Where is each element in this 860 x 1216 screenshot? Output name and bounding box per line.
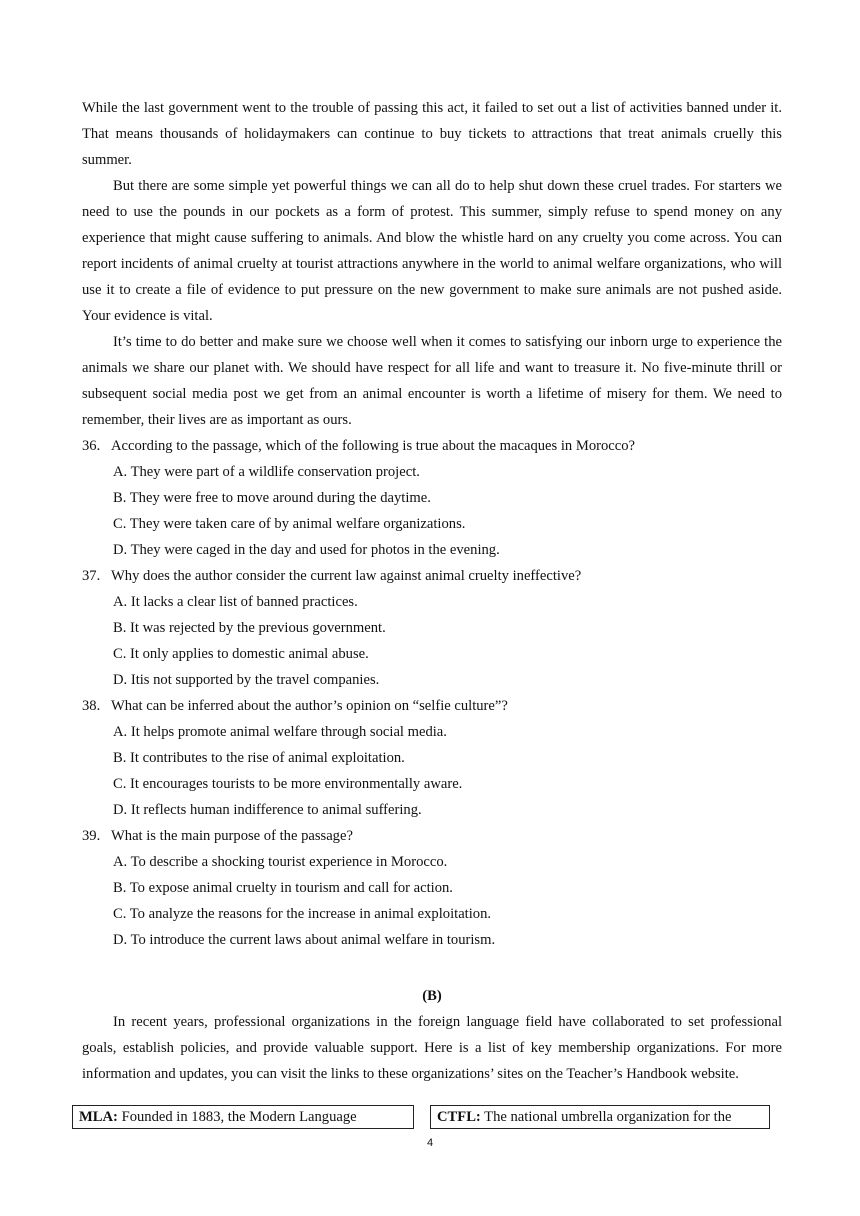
option-d: D. It reflects human indifference to animal suffering.	[113, 802, 422, 818]
option-b: B. They were free to move around during the daytime.	[113, 490, 431, 506]
question-number: 36.	[82, 438, 101, 454]
org-label: CTFL:	[437, 1109, 481, 1125]
option-c: C. They were taken care of by animal welfare organizations.	[113, 516, 466, 532]
question-stem: What is the main purpose of the passage?	[111, 828, 353, 844]
question-38	[82, 693, 782, 823]
organization-boxes	[72, 1105, 772, 1131]
option-a: A. It lacks a clear list of banned practices.	[113, 594, 358, 610]
option-a: A. To describe a shocking tourist experience in Morocco.	[113, 854, 448, 870]
option-c: C. It encourages tourists to be more environmentally aware.	[113, 776, 463, 792]
passage-paragraph-3: It’s time to do better and make sure we choose well when it comes to satisfying our inborn urge to experience the animals we share our planet with. We should have respect for all life and want to treasure it. No five-minute thrill or subsequent social media post we get from an animal encounter is worth a lifetime of misery for them. We need to remember, their lives are as important as ours.	[82, 334, 782, 428]
question-number: 38.	[82, 698, 101, 714]
option-b: B. To expose animal cruelty in tourism and call for action.	[113, 880, 453, 896]
org-label: MLA:	[79, 1109, 118, 1125]
option-d: D. To introduce the current laws about animal welfare in tourism.	[113, 932, 496, 948]
page-number: 4	[426, 1137, 434, 1149]
section-b-intro: In recent years, professional organizations in the foreign language field have collaborated to set professional goals, establish policies, and provide valuable support. Here is a list of key membership organizations. For more information and updates, you can visit the links to these organizations’ sites on the Teacher’s Handbook website.	[82, 1014, 782, 1082]
option-b: B. It contributes to the rise of animal exploitation.	[113, 750, 405, 766]
question-stem: What can be inferred about the author’s opinion on “selfie culture”?	[111, 698, 508, 714]
org-box-mla	[72, 1105, 414, 1129]
passage-paragraph-2: But there are some simple yet powerful things we can all do to help shut down these cruel trades. For starters we need to use the pounds in our pockets as a form of protest. This summer, simply refuse to spend money on any experience that might cause suffering to animals. And blow the whistle hard on any cruelty you come across. You can report incidents of animal cruelty at tourist attractions anywhere in the world to animal welfare organizations, who will use it to create a file of evidence to put pressure on the new government to make sure animals are not pushed aside. Your evidence is vital.	[82, 178, 782, 324]
question-stem: According to the passage, which of the following is true about the macaques in Morocco?	[111, 438, 636, 454]
question-number: 37.	[82, 568, 101, 584]
passage-paragraph-1: While the last government went to the trouble of passing this act, it failed to set out a list of activities banned under it. That means thousands of holidaymakers can continue to buy tickets to attractions that treat animals cruelly this summer.	[82, 100, 782, 168]
option-b: B. It was rejected by the previous government.	[113, 620, 386, 636]
option-a: A. It helps promote animal welfare through social media.	[113, 724, 447, 740]
option-d: D. Itis not supported by the travel companies.	[113, 672, 380, 688]
org-box-ctfl	[430, 1105, 770, 1129]
section-b-title: (B)	[422, 988, 442, 1004]
question-number: 39.	[82, 828, 101, 844]
option-c: C. It only applies to domestic animal abuse.	[113, 646, 369, 662]
org-text: The national umbrella organization for the	[484, 1109, 732, 1125]
question-stem: Why does the author consider the current law against animal cruelty ineffective?	[111, 568, 582, 584]
question-37	[82, 563, 782, 693]
option-a: A. They were part of a wildlife conservation project.	[113, 464, 420, 480]
option-d: D. They were caged in the day and used for photos in the evening.	[113, 542, 500, 558]
question-39	[82, 823, 782, 953]
question-36	[82, 433, 782, 563]
org-text: Founded in 1883, the Modern Language	[121, 1109, 357, 1125]
option-c: C. To analyze the reasons for the increase in animal exploitation.	[113, 906, 492, 922]
passage-content	[82, 95, 782, 1087]
